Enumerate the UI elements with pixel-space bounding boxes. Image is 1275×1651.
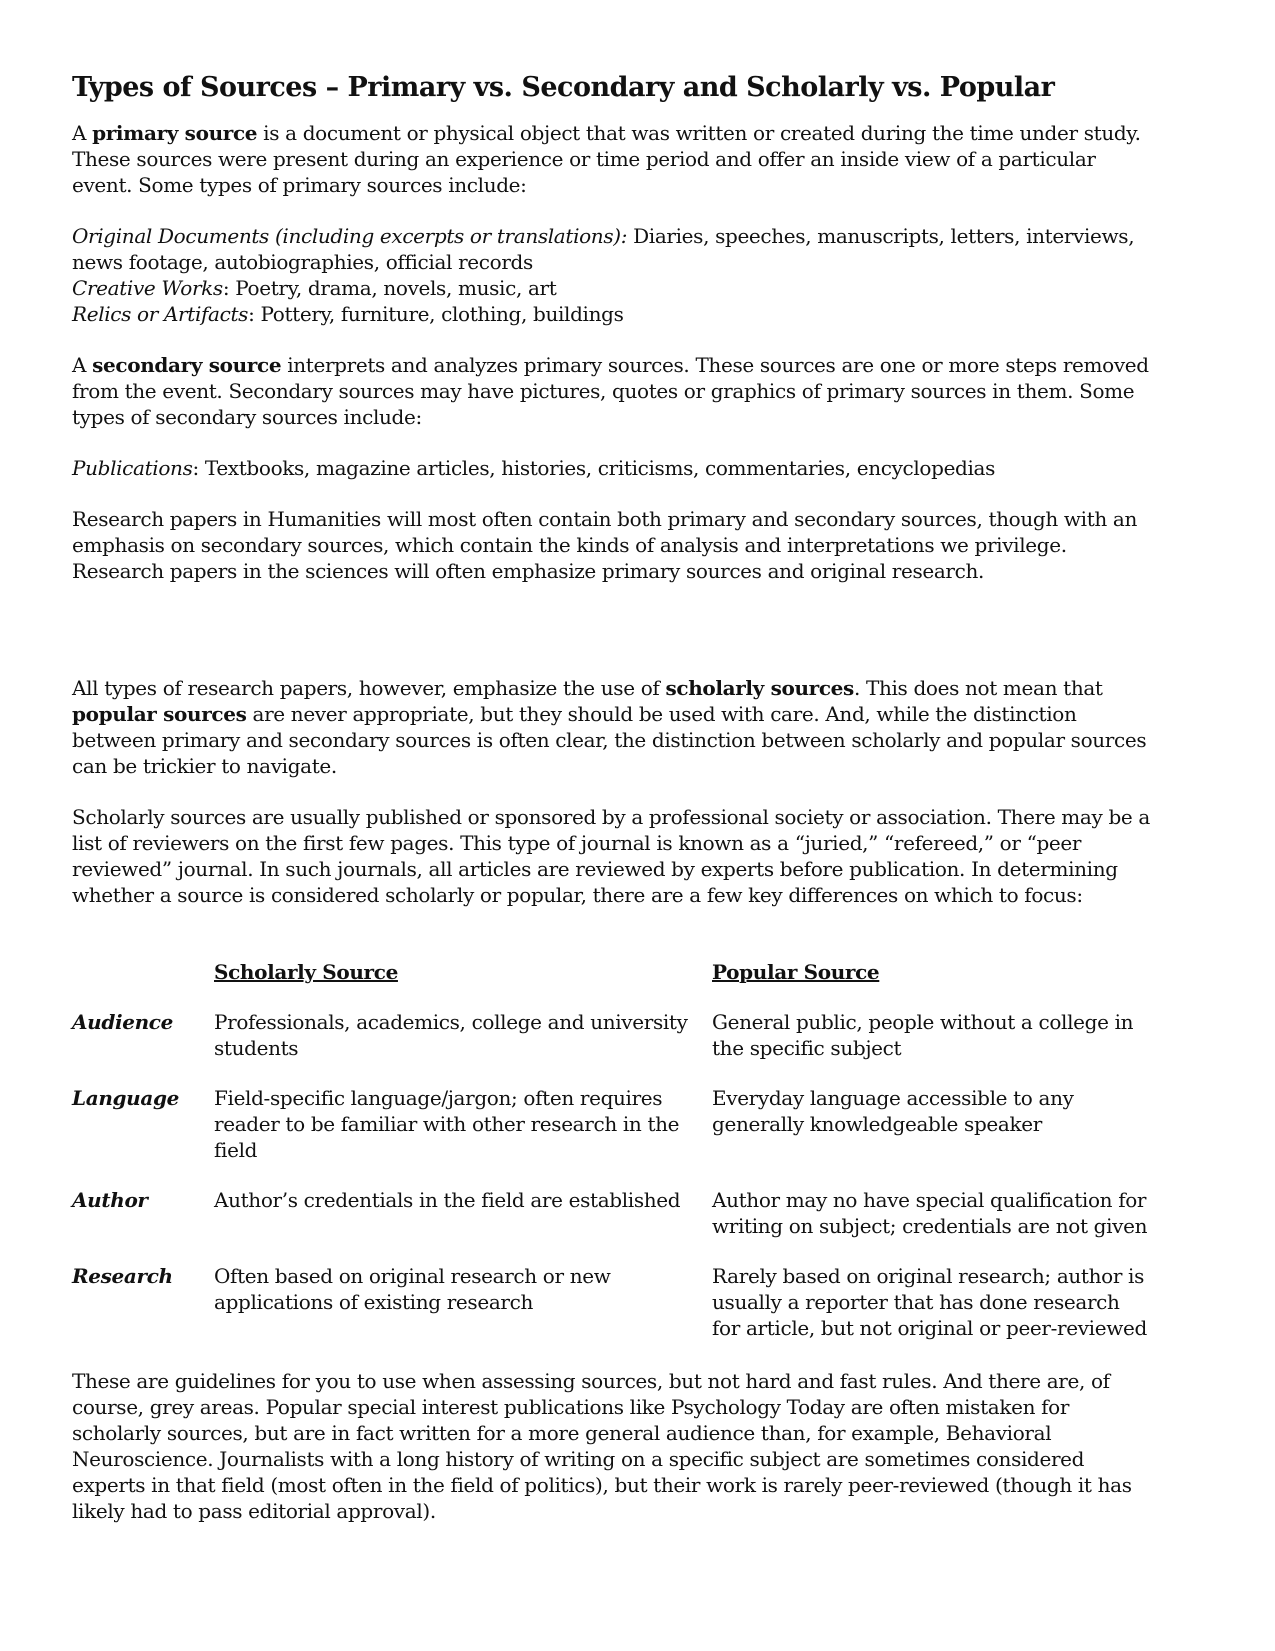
list-item-label: Original Documents (including excerpts or translations):	[72, 224, 628, 248]
text: interprets and analyzes primary sources. These sources are one or more steps removed from the event. Secondary sources may have pictures, quotes or graphics of primary sources in them. Some types of secondary sources include:	[72, 353, 1149, 429]
table-header-row	[72, 959, 1152, 985]
list-item-label: Creative Works	[72, 276, 223, 300]
table-row	[72, 1009, 1152, 1061]
journal-paragraph: Scholarly sources are usually published or sponsored by a professional society or association. There may be a list of reviewers on the first few pages. This type of journal is known as a “juried,” “refereed,” or “peer reviewed” journal. In such journals, all articles are reviewed by experts before publication. In determining whether a source is considered scholarly or popular, there are a few key differences on which to focus:	[72, 805, 1150, 907]
secondary-types-list	[72, 455, 1152, 481]
comparison-table	[72, 959, 1152, 1341]
scholarly-cell: Often based on original research or new applications of existing research	[214, 1264, 611, 1314]
list-item-text: Diaries, speeches, manuscripts, letters, interviews, news footage, autobiographies, official records	[72, 224, 1135, 274]
list-item-text: : Textbooks, magazine articles, histories, criticisms, commentaries, encyclopedias	[192, 456, 996, 480]
popular-cell: Author may no have special qualification for writing on subject; credentials are not given	[712, 1188, 1148, 1238]
popular-sources-term: popular sources	[72, 702, 247, 726]
table-row	[72, 1085, 1152, 1163]
table-row	[72, 1187, 1152, 1239]
popular-cell: Everyday language accessible to any generally knowledgeable speaker	[712, 1086, 1074, 1136]
page-title: Types of Sources – Primary vs. Secondary and Scholarly vs. Popular	[72, 72, 1055, 103]
text: are never appropriate, but they should be used with care. And, while the distinction between primary and secondary sources is often clear, the distinction between scholarly and popular sources can be trickier to navigate.	[72, 702, 1147, 778]
scholarly-popular-paragraph	[72, 675, 1152, 779]
scholarly-header: Scholarly Source	[214, 960, 398, 984]
row-label: Audience	[72, 1010, 174, 1034]
text: is a document or physical object that was written or created during the time under study. These sources were present during an experience or time period and offer an inside view of a particular event. Some types of primary sources include:	[72, 121, 1141, 197]
scholarly-sources-term: scholarly sources	[665, 676, 854, 700]
document-page	[72, 70, 1152, 1524]
text: A	[72, 353, 93, 377]
table-row	[72, 1263, 1152, 1341]
text: A	[72, 121, 93, 145]
list-item-label: Relics or Artifacts	[72, 302, 249, 326]
scholarly-cell: Field-specific language/jargon; often requires reader to be familiar with other research in the field	[214, 1086, 680, 1162]
list-item-text: : Poetry, drama, novels, music, art	[222, 276, 557, 300]
row-label: Research	[72, 1264, 173, 1288]
list-item-label: Publications	[72, 456, 193, 480]
research-paragraph: Research papers in Humanities will most often contain both primary and secondary sources, though with an emphasis on secondary sources, which contain the kinds of analysis and interpretations we privilege. Research papers in the sciences will often emphasize primary sources and original research.	[72, 507, 1138, 583]
row-label: Author	[72, 1188, 148, 1212]
scholarly-cell: Professionals, academics, college and university students	[214, 1010, 688, 1060]
text: All types of research papers, however, emphasize the use of	[72, 676, 666, 700]
list-item	[72, 223, 1152, 275]
empty-header-cell	[72, 959, 214, 985]
list-item	[72, 301, 1152, 327]
secondary-source-paragraph	[72, 352, 1152, 430]
primary-source-paragraph	[72, 120, 1152, 198]
scholarly-cell: Author’s credentials in the field are established	[214, 1188, 681, 1212]
text: . This does not mean that	[853, 676, 1103, 700]
list-item	[72, 275, 1152, 301]
popular-cell: Rarely based on original research; author is usually a reporter that has done research for article, but not original or peer-reviewed	[712, 1264, 1147, 1340]
list-item-text: : Pottery, furniture, clothing, buildings	[248, 302, 624, 326]
spacer	[72, 609, 1152, 675]
popular-header: Popular Source	[712, 960, 880, 984]
secondary-source-term: secondary source	[92, 353, 282, 377]
primary-types-list	[72, 223, 1152, 327]
closing-paragraph: These are guidelines for you to use when assessing sources, but not hard and fast rules. And there are, of course, grey areas. Popular special interest publications like Psychology Today are often mistaken for scholarly sources, but are in fact written for a more general audience than, for example, Behavioral Neuroscience. Journalists with a long history of writing on a specific subject are sometimes considered experts in that field (most often in the field of politics), but their work is rarely peer-reviewed (though it has likely had to pass editorial approval).	[72, 1369, 1132, 1523]
popular-cell: General public, people without a college in the specific subject	[712, 1010, 1134, 1060]
list-item	[72, 455, 1152, 481]
row-label: Language	[72, 1086, 179, 1110]
primary-source-term: primary source	[92, 121, 258, 145]
